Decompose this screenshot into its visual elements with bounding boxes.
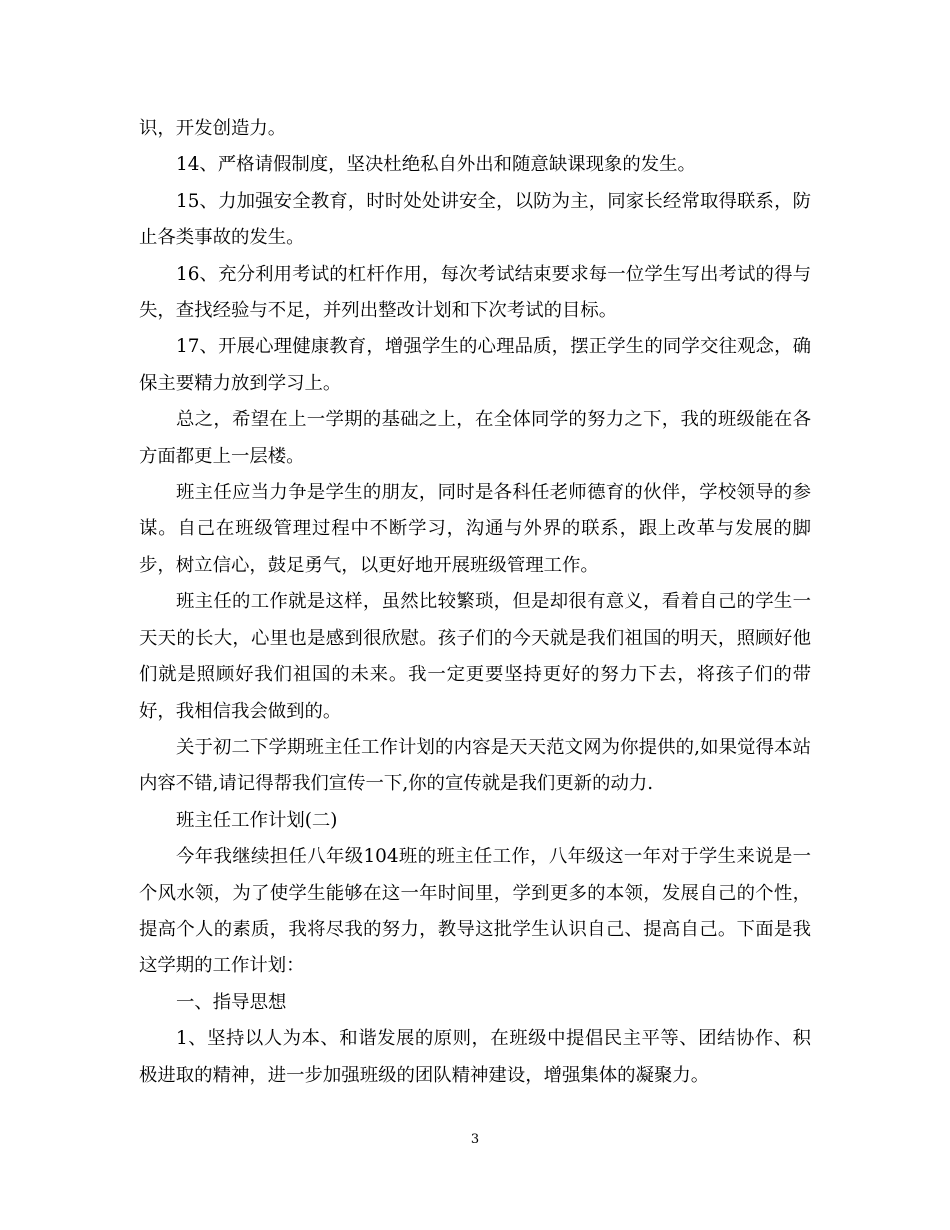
paragraph-teacher-role: 班主任应当力争是学生的朋友，同时是各科任老师德育的伙伴，学校领导的参谋。自己在班级管理过程中不断学习，沟通与外界的联系，跟上改革与发展的脚步，树立信心，鼓足勇气，以更好地开展班级管理工作。 [139,482,811,576]
paragraph-item-16: 16、充分利用考试的杠杆作用，每次考试结束要求每一位学生写出考试的得与失，查找经验与不足，并列出整改计划和下次考试的目标。 [139,263,811,322]
section-title: 班主任工作计划(二) [176,809,338,831]
paragraph-site-note: 关于初二下学期班主任工作计划的内容是天天范文网为你提供的,如果觉得本站内容不错,请记得帮我们宣传一下,你的宣传就是我们更新的动力. [139,736,811,795]
paragraph-teacher-work: 班主任的工作就是这样，虽然比较繁琐，但是却很有意义，看着自己的学生一天天的长大，心里也是感到很欣慰。孩子们的今天就是我们祖国的明天，照顾好他们就是照顾好我们祖国的未来。我一定更要坚持更好的努力下去，将孩子们的带好，我相信我会做到的。 [139,591,811,722]
paragraph-item-15: 15、力加强安全教育，时时处处讲安全，以防为主，同家长经常取得联系，防止各类事故的发生。 [139,190,811,249]
paragraph-point-1: 1、坚持以人为本、和谐发展的原则，在班级中提倡民主平等、团结协作、积极进取的精神，进一步加强班级的团队精神建设，增强集体的凝聚力。 [139,1028,811,1086]
document-body [139,111,811,1094]
paragraph-item-14: 14、严格请假制度，坚决杜绝私自外出和随意缺课现象的发生。 [176,154,696,176]
paragraph-intro: 今年我继续担任八年级104班的班主任工作，八年级这一年对于学生来说是一个风水领，为了使学生能够在这一年时间里，学到更多的本领，发展自己的个性，提高个人的素质，我将尽我的努力，教导这批学生认识自己、提高自己。下面是我这学期的工作计划： [139,846,811,977]
paragraph-item-17: 17、开展心理健康教育，增强学生的心理品质，摆正学生的同学交往观念，确保主要精力放到学习上。 [139,336,811,394]
page-number: 3 [470,1132,480,1147]
section-heading-guiding-thought: 一、指导思想 [176,991,287,1013]
paragraph-summary: 总之，希望在上一学期的基础之上，在全体同学的努力之下，我的班级能在各方面都更上一层楼。 [139,409,811,467]
paragraph-continuation: 识，开发创造力。 [139,118,287,139]
